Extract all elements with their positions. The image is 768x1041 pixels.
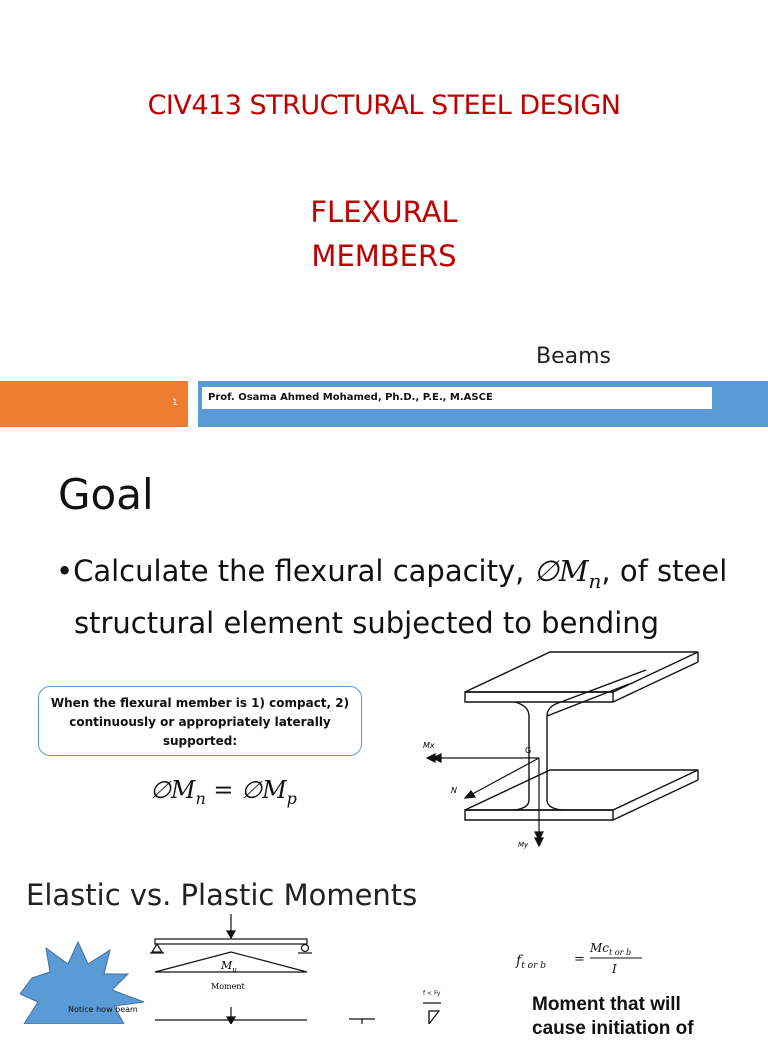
moment-diagram-figure — [145, 912, 325, 1024]
label-n: N — [451, 786, 457, 795]
bullet-mark: • — [56, 554, 74, 588]
capacity-equation: $\emptyset M_n$ = $\emptyset M_p$ — [150, 776, 297, 808]
formula-numerator: $Mc_{t or b}$ — [590, 941, 632, 957]
diagram-moment-symbol: $M_u$ — [221, 959, 237, 974]
footer-bar-orange — [0, 381, 188, 427]
course-title: CIV413 STRUCTURAL STEEL DESIGN — [147, 90, 621, 121]
notice-starburst — [20, 940, 150, 1024]
bullet-text-part2: , of steel structural element subjected to bending — [74, 554, 728, 640]
bullet-text-part1: Calculate the flexural capacity, — [73, 554, 534, 588]
topic-title — [0, 190, 768, 278]
starburst-text: Notice how beam — [68, 1005, 138, 1014]
i-beam-3d-figure — [415, 650, 715, 855]
bullet-math: $\emptyset M_n$ — [533, 554, 602, 593]
topic-line-1: FLEXURAL — [310, 195, 458, 229]
sketch-label: f < Fy — [423, 990, 441, 997]
label-mx: Mx — [423, 741, 435, 750]
topic-line-2: MEMBERS — [311, 239, 457, 273]
formula-denominator: I — [612, 962, 617, 976]
svg-text:=: = — [574, 952, 585, 967]
slide-title-goal: Goal — [58, 470, 154, 519]
goal-bullet — [56, 550, 746, 644]
stress-distribution-sketch — [345, 985, 465, 1024]
page-number: 1 — [172, 398, 178, 408]
subtitle: Beams — [536, 344, 612, 369]
elastic-stress-formula — [510, 935, 650, 980]
moment-description: Moment that will cause initiation of — [532, 994, 694, 1039]
label-g: G — [525, 746, 532, 755]
slide-title-elastic-plastic: Elastic vs. Plastic Moments — [26, 878, 418, 912]
author-credit: Prof. Osama Ahmed Mohamed, Ph.D., P.E., M.ASCE — [202, 387, 712, 409]
formula-lhs: $f_{t or b}$ — [516, 953, 547, 971]
label-my: My — [518, 841, 529, 849]
callout-box: When the flexural member is 1) compact, 2) continuously or appropriately laterally supported: — [38, 686, 362, 756]
diagram-moment-label: Moment — [211, 982, 245, 991]
